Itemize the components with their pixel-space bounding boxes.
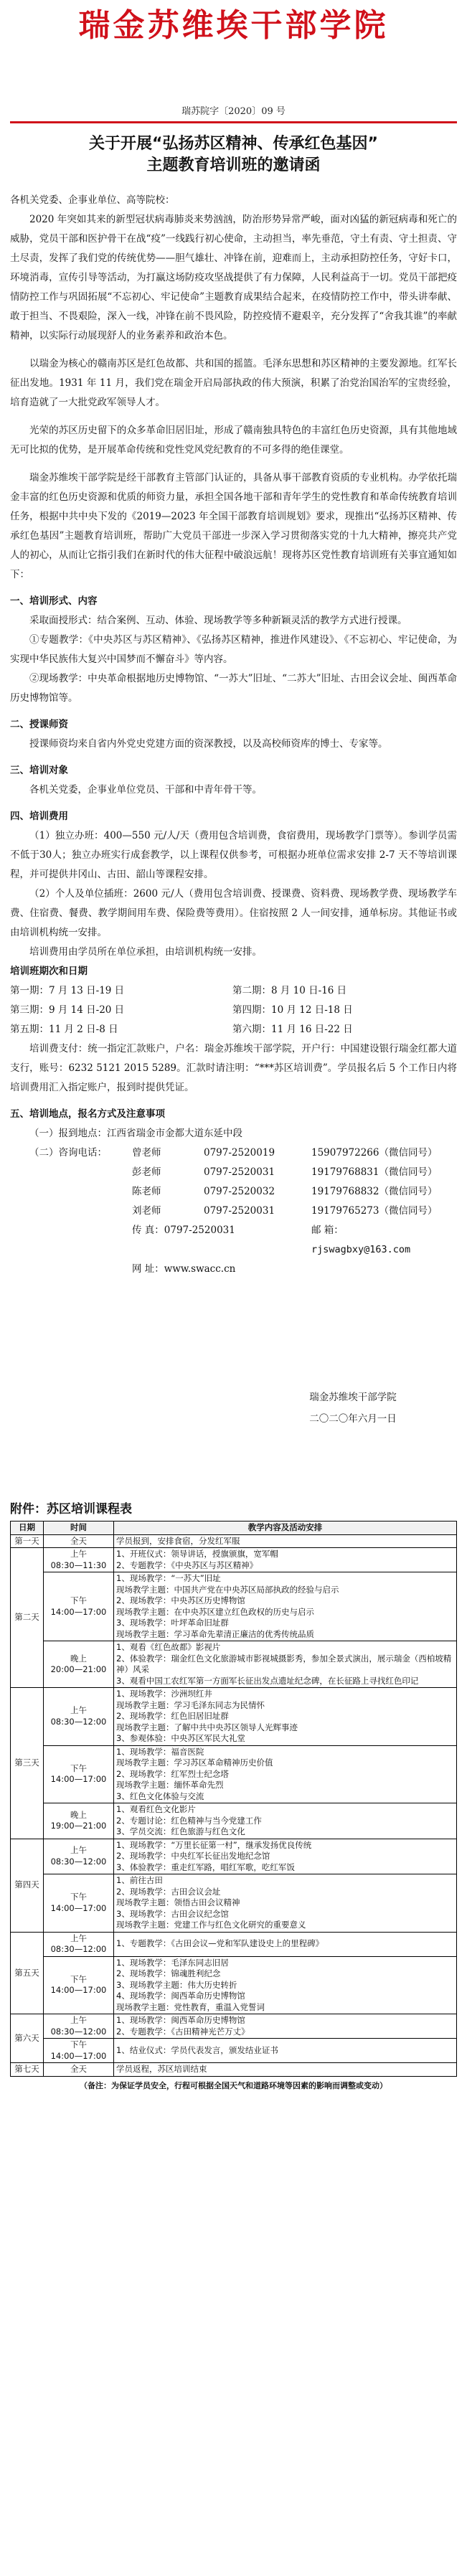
section-text: 采取面授形式：结合案例、互动、体验、现场教学等多种新颖灵活的教学方式进行授课。 [29,615,407,626]
section-heading: 四、培训费用 [10,811,68,822]
schedule-item: 第四期：10 月 12 日-18 日 [232,1004,353,1016]
email-link[interactable]: rjswagbxy@163.com [311,1244,411,1255]
website-link[interactable]: www.swacc.cn [164,1263,236,1275]
section-heading: 二、授课师资 [10,719,68,730]
contact-mobile: 19179768831（微信同号） [311,1166,438,1178]
day-cell: 第七天 [11,2063,44,2077]
time-cell: 上午 08:30—12:00 [44,2014,114,2039]
schedule-heading: 培训班期次和日期 [10,966,88,977]
contact-mobile: 19179765273（微信同号） [311,1205,438,1217]
schedule-item: 第六期：11 月 16 日-22 日 [232,1024,353,1035]
schedule-grid [10,981,457,1039]
table-body [11,1534,457,2076]
day-cell: 第四天 [11,1839,44,1932]
contact-tel: 0797-2520032 [204,1186,275,1197]
table-row [11,1874,457,1933]
document-number: 瑞苏院字〔2020〕09 号 [181,106,286,117]
salutation: 各机关党委、企事业单位、高等院校： [10,194,175,206]
time-cell: 下午 14:00—17:00 [44,1956,114,2014]
time-cell: 上午 08:30—12:00 [44,1839,114,1874]
table-row [11,1932,457,1956]
column-header: 时间 [44,1521,114,1535]
table-row [11,1803,457,1839]
section-item: （2）个人及单位插班：2600 元/人（费用包含培训费、授课费、资料费、现场教学费、现场教学车费、住宿费、餐费、教学期间用车费、保险费等费用）。住宿按照 2 人一间安排，通单标房。其他证书或由培训机构统一安排。 [10,888,457,938]
time-cell: 晚上 20:00—21:00 [44,1641,114,1688]
table-row [11,2063,457,2077]
contact-row [10,1260,457,1279]
content-cell: 1、结业仪式：学员代表发言，颁发结业证书 [114,2039,457,2063]
email-label: 邮 箱： [311,1225,344,1236]
table-row [11,1548,457,1572]
schedule-item: 第一期：7 月 13 日-19 日 [10,985,125,996]
schedule-item: 第五期：11 月 2 日-8 日 [10,1024,118,1035]
time-cell: 下午 14:00—17:00 [44,2039,114,2063]
signature-block [10,1387,457,1430]
table-row [11,1641,457,1688]
contact-name: 彭老师 [132,1166,161,1178]
red-divider [10,121,457,123]
contact-tel: 0797-2520031 [204,1205,275,1217]
day-cell: 第三天 [11,1688,44,1839]
content-cell: 1、观看《红色故都》影视片 2、体验教学：瑞金红色文化旅游城市影视城摄影秀，参加全景式演出，展示瑞金（西柏坡精神）风采 3、观看中国工农红军第一方面军长征出发点遗址纪念碑，在长征路上寻找红色印记 [114,1641,457,1688]
column-header: 教学内容及活动安排 [114,1521,457,1535]
column-header: 日期 [11,1521,44,1535]
table-row [11,1839,457,1874]
contact-label: （二）咨询电话： [29,1147,107,1159]
table-header-row [11,1521,457,1535]
paragraph: 以瑞金为核心的赣南苏区是红色故都、共和国的摇篮。毛泽东思想和苏区精神的主要发源地。红军长征出发地。1931 年 11 月，我们党在瑞金开启局部执政的伟大预演，积累了治党治国治军的宝贵经验，培育造就了一大批党政军领导人才。 [10,358,457,408]
contact-row [10,1202,457,1221]
contact-row [10,1182,457,1202]
section-heading: 一、培训形式、内容 [10,595,98,607]
section-text: 培训费用由学员所在单位承担，由培训机构统一安排。 [29,946,262,958]
time-cell: 下午 14:00—17:00 [44,1874,114,1933]
report-address: （一）报到地点：江西省瑞金市金都大道东延中段 [29,1128,242,1139]
content-cell: 学员报到，安排食宿，分发红军服 [114,1534,457,1548]
signature-org: 瑞金苏维埃干部学院 [309,1392,397,1403]
contact-row [10,1163,457,1182]
time-cell: 晚上 19:00—21:00 [44,1803,114,1839]
section-item: ②现场教学：中央革命根据地历史博物馆、“一苏大”旧址、“二苏大”旧址、古田会议会址、闽西革命历史博物馆等。 [10,673,457,704]
table-row [11,1534,457,1548]
main-title [10,133,457,176]
section-text: 授课师资均来自省内外党史党建方面的资深教授，以及高校师资库的博士、专家等。 [29,738,388,750]
paragraph: 光荣的苏区历史留下的众多革命旧居旧址，形成了赣南独具特色的丰富红色历史资源，具有其他地域无可比拟的优势，是开展革命传统和党性党风党纪教育的不可多得的绝佳课堂。 [10,425,457,456]
paragraph: 2020 年突如其来的新型冠状病毒肺炎来势汹汹，防治形势异常严峻，面对凶猛的新冠病毒和死亡的威胁，党员干部和医护骨干在战“疫”一线践行初心使命，主动担当，率先垂范，守土有责、守土担责、守土尽责，发挥了我们党的传统优势——胆气雄壮、冲锋在前，迎难而上，主动承担防控任务，守好卡口，环境消毒，宣传引导等活动，为打赢这场防疫攻坚战提供了有力保障，人民利益高于一切。党员干部把疫情防控工作与巩固拓展“不忘初心、牢记使命”主题教育成果结合起来，在疫情防控工作中，带头讲奉献、敢于担当、不畏艰险，深入一线，冲锋在前不畏风险，防控疫情不避艰辛，充分发挥了“舍我其谁”的率献精神，以实际行动展现舒人的业务素养和政治本色。 [10,214,457,341]
course-schedule-table [10,1521,457,2077]
website-line [132,1260,440,1279]
contact-name: 曾老师 [132,1147,161,1159]
day-cell: 第六天 [11,2014,44,2063]
contact-mobile: 15907972266（微信同号） [311,1147,438,1159]
section-item: （1）独立办班：400—550 元/人/天（费用包含培训费，食宿费用，现场教学门票等）。参训学员需不低于30人；独立办班实行成套教学，以上课程仅供参考，可根据办班单位需求安排 2-7 天不等培训课程，并可提供井冈山、古田、韶山等课程安排。 [10,830,457,880]
schedule-item: 第二期：8 月 10 日-16 日 [232,985,347,996]
paragraph: 瑞金苏维埃干部学院是经干部教育主管部门认证的，具备从事干部教育资质的专业机构。办学依托瑞金丰富的红色历史资源和优质的师资力量，承担全国各地干部和青年学生的党性教育和革命传统教育培训任务，根据中共中央下发的《2019—2023 年全国干部教育培训规划》要求，现推出“弘扬苏区精神、传承红色基因”主题教育培训班，帮助广大党员干部进一步深入学习贯彻落实党的十九大精神，擦亮共产党人的初心，从而让它指引我们在新时代的伟大征程中破浪远航！现将苏区党性教育培训班有关事宜通知如下： [10,472,457,580]
contact-tel: 0797-2520019 [204,1147,275,1159]
payment-info: 培训费支付：统一指定汇款账户，户名：瑞金苏维埃干部学院，开户行：中国建设银行瑞金红都大道支行，账号：6232 5121 2015 5289。汇款时请注明：“***苏区培训费”。学员报名后 5 个工作日内将培训费用汇入指定账户，报到时提供凭证。 [10,1043,457,1093]
time-cell: 全天 [44,1534,114,1548]
fax: 传 真：0797-2520031 [132,1225,235,1236]
main-title-line1: 关于开展“弘扬苏区精神、传承红色基因” [89,135,378,153]
time-cell: 下午 14:00—17:00 [44,1745,114,1803]
signature-date: 二〇二〇年六月一日 [309,1413,397,1425]
table-row [11,1572,457,1641]
table-row [11,2014,457,2039]
content-cell: 1、专题教学：《古田会议—党和军队建设史上的里程碑》 [114,1932,457,1956]
header-title: 瑞金苏维埃干部学院 [78,7,389,44]
table-row [11,1956,457,2014]
footnote: （备注：为保证学员安全，行程可根据全国天气和道路环境等因素的影响而调整或变动） [80,2080,387,2090]
content-cell: 1、现场教学：“一苏大”旧址 现场教学主题：中国共产党在中央苏区局部执政的经验与启示 2、现场教学：中央苏区历史博物馆 现场教学主题：在中央苏区建立红色政权的历史与启示 3、现场教学：叶坪革命旧址群 现场教学主题：学习革命先辈清正廉洁的优秀传统品质 [114,1572,457,1641]
contact-row [10,1143,457,1163]
time-cell: 上午 08:30—12:00 [44,1688,114,1746]
contact-row [10,1221,457,1260]
contact-name: 陈老师 [132,1186,161,1197]
content-cell: 1、前往古田 2、现场教学：古田会议会址 现场教学主题：领悟古田会议精神 3、现场教学：古田会议纪念馆 现场教学主题：党建工作与红色文化研究的重要意义 [114,1874,457,1933]
content-cell: 1、现场教学：“万里长征第一村”，继承发扬优良传统 2、现场教学：中央红军长征出发地纪念馆 3、体验教学：重走红军路，唱红军歌，吃红军饭 [114,1839,457,1874]
section-item: ①专题教学：《中央苏区与苏区精神》、《弘扬苏区精神，推进作风建设》、《不忘初心、牢记使命，为实现中华民族伟大复兴中国梦而不懈奋斗》等内容。 [10,634,457,665]
time-cell: 全天 [44,2063,114,2077]
attachment-title [10,1499,457,1516]
table-row [11,2039,457,2063]
contact-tel: 0797-2520031 [204,1166,275,1178]
contact-list [10,1143,457,1279]
table-row [11,1688,457,1746]
content-cell: 1、现场教学：毛泽东同志旧居 2、现场教学：锦魂胜利纪念 3、现场教学主题：伟大历史转折 4、现场教学：闽西革命历史博物馆 现场教学主题：党性教育，重温入党誓词 [114,1956,457,2014]
content-cell: 1、开班仪式：领导讲话，授旗颁旗，宽军帽 2、专题教学：《中央苏区与苏区精神》 [114,1548,457,1572]
email-line [311,1221,440,1260]
time-cell: 上午 08:30—11:30 [44,1548,114,1572]
day-cell: 第一天 [11,1534,44,1548]
day-cell: 第五天 [11,1932,44,2014]
section-heading: 五、培训地点，报名方式及注意事项 [10,1108,165,1120]
content-cell: 学员返程，苏区培训结束 [114,2063,457,2077]
table-row [11,1745,457,1803]
section-heading: 三、培训对象 [10,765,68,776]
attachment-name: 苏区培训课程表 [47,1502,132,1516]
time-cell: 下午 14:00—17:00 [44,1572,114,1641]
main-title-line2: 主题教育培训班的邀请函 [146,156,321,174]
section-text: 各机关党委，企事业单位党员、干部和中青年骨干等。 [29,784,262,796]
schedule-item: 第三期：9 月 14 日-20 日 [10,1004,125,1016]
day-cell: 第二天 [11,1548,44,1688]
content-cell: 1、现场教学：闽西革命历史博物馆 2、专题教学：《古田精神光芒万丈》 [114,2014,457,2039]
content-cell: 1、现场教学：沙洲坝红井 现场教学主题：学习毛泽东同志为民情怀 2、现场教学：红色旧居旧址群 现场教学主题：了解中共中央苏区领导人光辉事迹 3、参观体验：中央苏区军民大礼堂 [114,1688,457,1746]
attachment-label: 附件： [10,1502,47,1516]
content-cell: 1、现场教学：福音医院 现场教学主题：学习苏区革命精神历史价值 2、现场教学：红军烈士纪念塔 现场教学主题：缅怀革命先烈 3、红色文化体验与交流 [114,1745,457,1803]
contact-mobile: 19179768832（微信同号） [311,1186,438,1197]
website-label: 网 址： [132,1263,164,1275]
letter-body [10,191,457,1279]
content-cell: 1、观看红色文化影片 2、专题讨论：红色精神与当今党建工作 3、学员交流：红色旅游与红色文化 [114,1803,457,1839]
time-cell: 上午 08:30—12:00 [44,1932,114,1956]
contact-name: 刘老师 [132,1205,161,1217]
